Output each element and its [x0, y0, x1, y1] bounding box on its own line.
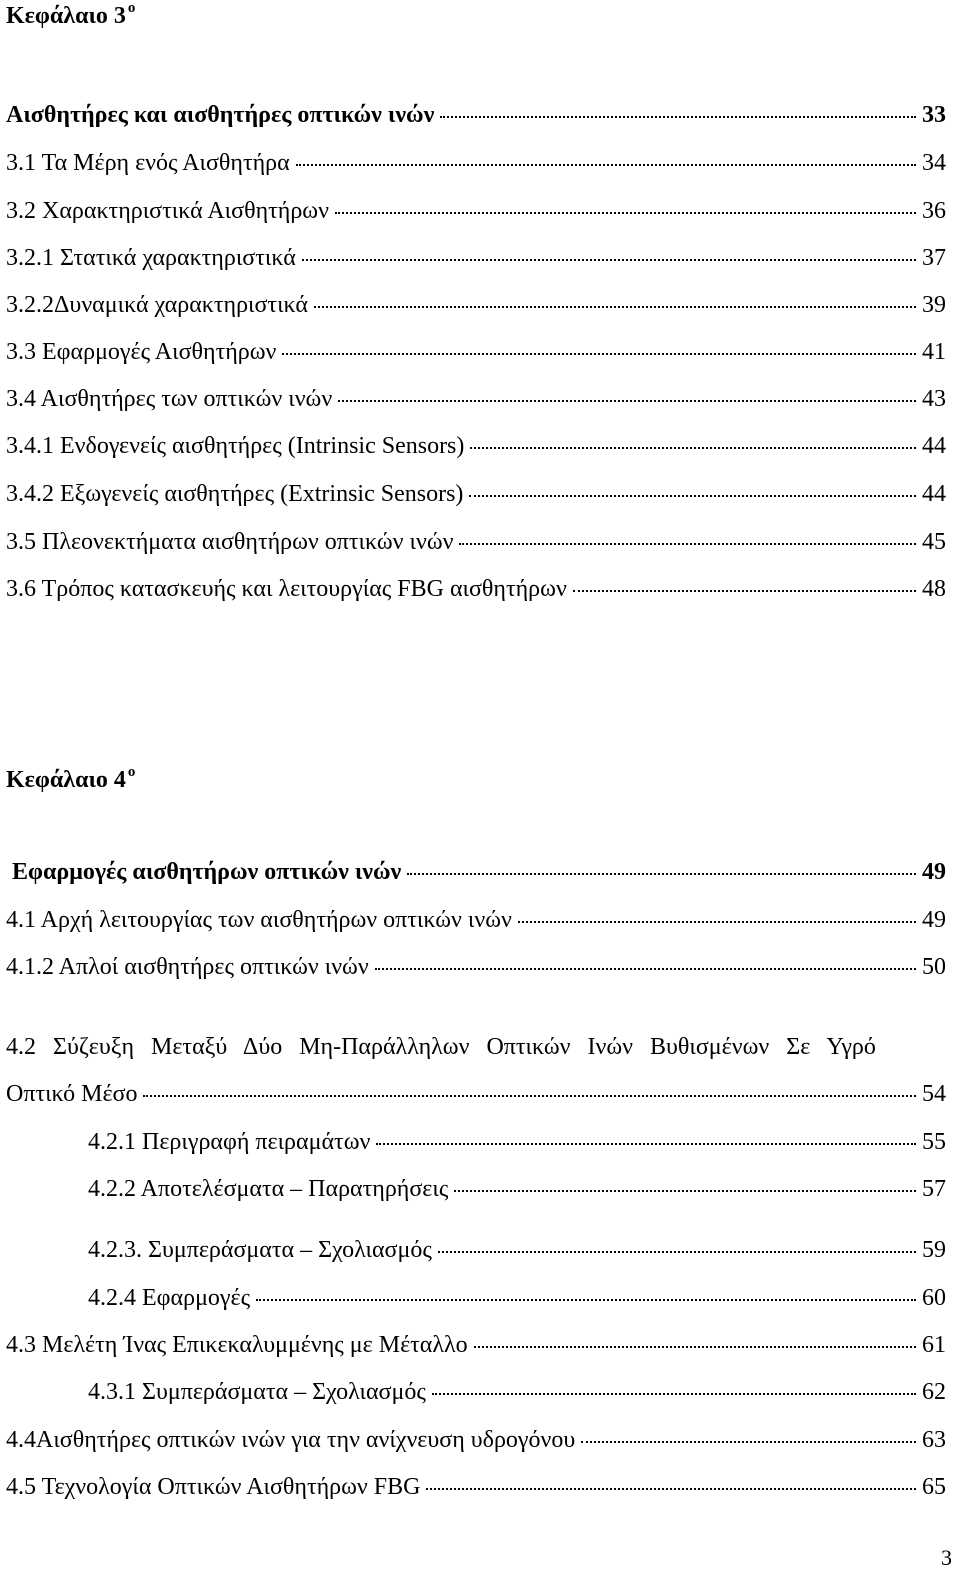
dot-leader [573, 590, 916, 592]
dot-leader [518, 921, 916, 923]
dot-leader [256, 1299, 916, 1301]
chapter-4-heading [6, 766, 135, 794]
dot-leader [338, 400, 916, 402]
dot-leader [470, 447, 916, 449]
toc-entry[interactable]: 3.4.1 Ενδογενείς αισθητήρες (Intrinsic Sensors) 44 [6, 433, 946, 459]
chapter-3-heading [6, 2, 135, 30]
dot-leader [440, 116, 916, 118]
page-number: 3 [941, 1545, 952, 1570]
toc-entry[interactable]: 3.4.2 Εξωγενείς αισθητήρες (Extrinsic Sensors) 44 [6, 481, 946, 507]
toc-page: 48 [922, 576, 946, 602]
dot-leader [469, 495, 916, 497]
toc-entry[interactable]: 4.1 Αρχή λειτουργίας των αισθητήρων οπτικών ινών 49 [6, 907, 946, 933]
dot-leader [296, 164, 916, 166]
dot-leader [459, 543, 916, 545]
toc-entry[interactable]: 3.4 Αισθητήρες των οπτικών ινών 43 [6, 386, 946, 412]
dot-leader [432, 1393, 916, 1395]
dot-leader [426, 1488, 916, 1490]
toc-page: 50 [922, 954, 946, 980]
toc-page: 54 [922, 1081, 946, 1107]
chapter-4-sup: ο [127, 764, 136, 780]
chapter-3-sup: ο [127, 0, 136, 16]
dot-leader [282, 353, 916, 355]
toc-entry[interactable]: 4.2.3. Συμπεράσματα – Σχολιασμός 59 [88, 1237, 946, 1263]
toc-page: 33 [922, 102, 946, 128]
toc-page: 34 [922, 150, 946, 176]
dot-leader [375, 968, 916, 970]
toc-page: 37 [922, 245, 946, 271]
toc-entry[interactable]: 4.3 Μελέτη Ίνας Επικεκαλυμμένης με Μέταλλο 61 [6, 1332, 946, 1358]
toc-entry[interactable]: 4.2.2 Αποτελέσματα – Παρατηρήσεις 57 [88, 1176, 946, 1202]
toc-entry[interactable]: 3.2 Χαρακτηριστικά Αισθητήρων 36 [6, 198, 946, 224]
toc-entry[interactable]: Εφαρμογές αισθητήρων οπτικών ινών 49 [12, 859, 946, 885]
toc-page: 61 [922, 1332, 946, 1358]
toc-page: 49 [922, 859, 946, 885]
chapter-3-label: Κεφάλαιο 3 [6, 3, 126, 29]
toc-entry[interactable]: 4.2.1 Περιγραφή πειραμάτων 55 [88, 1129, 946, 1155]
toc-entry[interactable]: 3.6 Τρόπος κατασκευής και λειτουργίας FBG αισθητήρων 48 [6, 576, 946, 602]
toc-page: 41 [922, 339, 946, 365]
toc-page: 45 [922, 529, 946, 555]
toc-entry[interactable]: 4.5 Τεχνολογία Οπτικών Αισθητήρων FBG 65 [6, 1474, 946, 1500]
toc-page: 60 [922, 1285, 946, 1311]
dot-leader [438, 1251, 916, 1253]
toc-page: 62 [922, 1379, 946, 1405]
toc-page: 44 [922, 433, 946, 459]
dot-leader [302, 259, 916, 261]
toc-entry[interactable]: 3.2.2Δυναμικά χαρακτηριστικά 39 [6, 292, 946, 318]
toc-entry[interactable]: 3.2.1 Στατικά χαρακτηριστικά 37 [6, 245, 946, 271]
dot-leader [474, 1346, 916, 1348]
toc-page: 63 [922, 1427, 946, 1453]
dot-leader [407, 873, 916, 875]
toc-entry[interactable]: Αισθητήρες και αισθητήρες οπτικών ινών 33 [6, 102, 946, 128]
toc-page: 49 [922, 907, 946, 933]
toc-entry-4-2-line2[interactable]: Οπτικό Μέσο 54 [6, 1081, 946, 1107]
dot-leader [143, 1095, 916, 1097]
toc-entry[interactable]: 4.4Αισθητήρες οπτικών ινών για την ανίχνευση υδρογόνου 63 [6, 1427, 946, 1453]
dot-leader [314, 306, 916, 308]
toc-entry[interactable]: 3.3 Εφαρμογές Αισθητήρων 41 [6, 339, 946, 365]
toc-entry[interactable]: 3.1 Τα Μέρη ενός Αισθητήρα 34 [6, 150, 946, 176]
toc-entry[interactable]: 4.3.1 Συμπεράσματα – Σχολιασμός 62 [88, 1379, 946, 1405]
toc-page: 55 [922, 1129, 946, 1155]
toc-page: 65 [922, 1474, 946, 1500]
toc-page: 36 [922, 198, 946, 224]
toc-entry-4-2-line1[interactable]: 4.2 Σύζευξη Μεταξύ Δύο Μη-Παράλληλων Οπτικών Ινών Βυθισμένων Σε Υγρό [6, 1034, 876, 1060]
dot-leader [335, 212, 916, 214]
toc-page: 59 [922, 1237, 946, 1263]
toc-page: 43 [922, 386, 946, 412]
toc-entry[interactable]: 4.2.4 Εφαρμογές 60 [88, 1285, 946, 1311]
toc-entry[interactable]: 4.1.2 Απλοί αισθητήρες οπτικών ινών 50 [6, 954, 946, 980]
toc-entry[interactable]: 3.5 Πλεονεκτήματα αισθητήρων οπτικών ινών 45 [6, 529, 946, 555]
toc-page: 57 [922, 1176, 946, 1202]
chapter-4-label: Κεφάλαιο 4 [6, 767, 126, 793]
dot-leader [581, 1441, 916, 1443]
toc-page: 39 [922, 292, 946, 318]
dot-leader [454, 1190, 916, 1192]
dot-leader [376, 1143, 916, 1145]
toc-page: 44 [922, 481, 946, 507]
